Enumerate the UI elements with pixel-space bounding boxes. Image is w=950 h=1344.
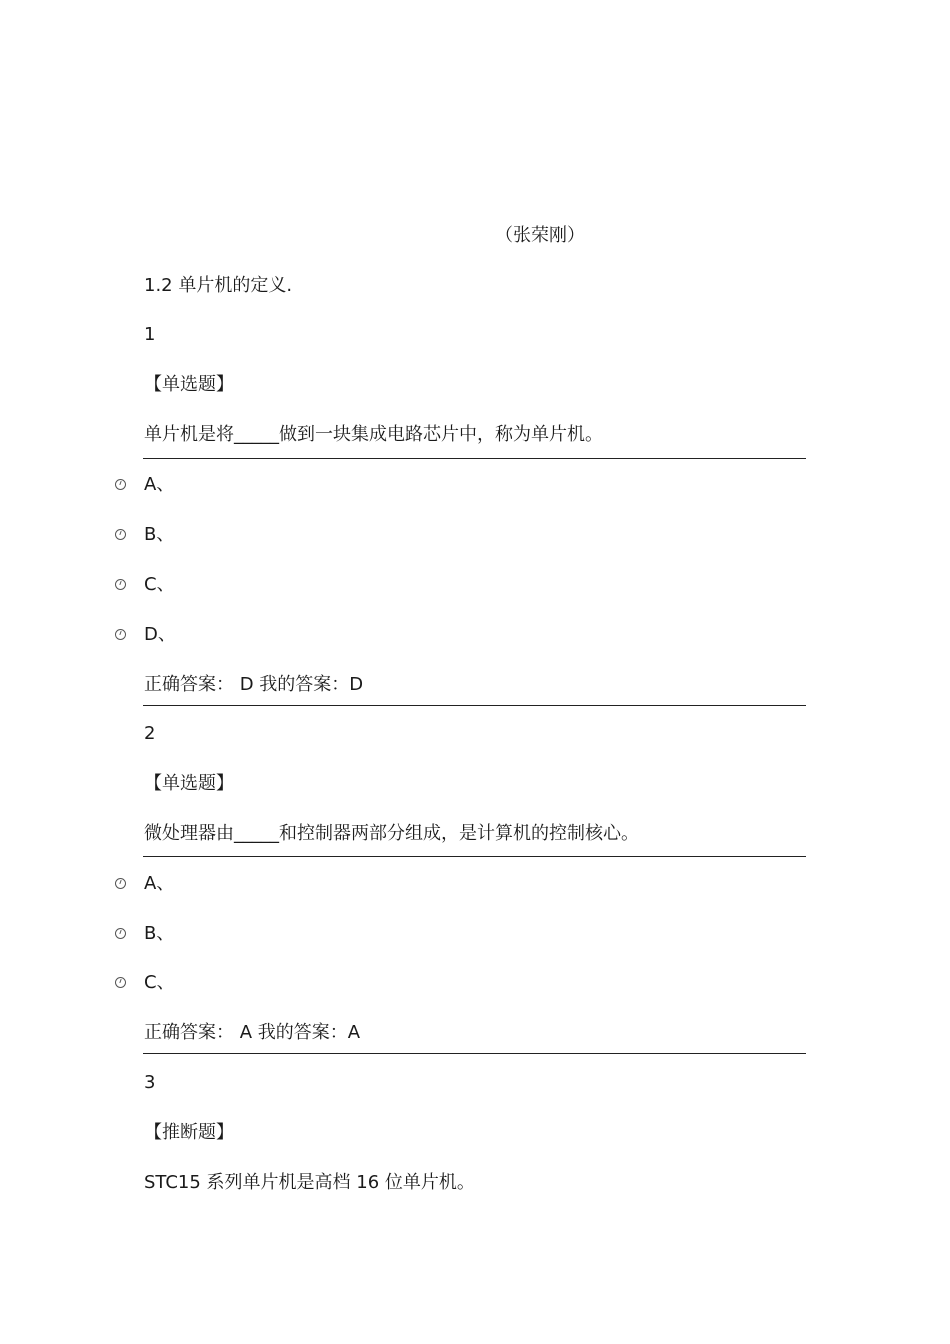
divider bbox=[143, 1053, 806, 1054]
question-1-text: 单片机是将_____做到一块集成电路芯片中，称为单片机。 bbox=[144, 424, 603, 445]
question-2-option-b[interactable]: B、 bbox=[144, 923, 175, 944]
question-2-answer: 正确答案： A 我的答案：A bbox=[144, 1022, 361, 1043]
question-2-number: 2 bbox=[144, 723, 156, 744]
question-1-answer: 正确答案： D 我的答案：D bbox=[144, 674, 364, 695]
question-1-option-d[interactable]: D、 bbox=[144, 624, 176, 645]
question-1-number: 1 bbox=[144, 324, 156, 345]
author-name: （张荣刚） bbox=[495, 225, 585, 246]
question-1-option-b[interactable]: B、 bbox=[144, 524, 175, 545]
question-3-number: 3 bbox=[144, 1072, 156, 1093]
divider bbox=[143, 458, 806, 459]
question-1-type: 【单选题】 bbox=[144, 374, 234, 395]
question-3-text: STC15 系列单片机是高档 16 位单片机。 bbox=[144, 1172, 475, 1193]
question-1-option-a[interactable]: A、 bbox=[144, 474, 175, 495]
question-1-option-c[interactable]: C、 bbox=[144, 574, 175, 595]
divider bbox=[143, 705, 806, 706]
radio-icon[interactable] bbox=[115, 977, 126, 988]
question-2-text: 微处理器由_____和控制器两部分组成，是计算机的控制核心。 bbox=[144, 823, 639, 844]
radio-icon[interactable] bbox=[115, 479, 126, 490]
question-3-type: 【推断题】 bbox=[144, 1122, 234, 1143]
section-title: 1.2 单片机的定义. bbox=[144, 275, 293, 296]
question-2-type: 【单选题】 bbox=[144, 773, 234, 794]
question-2-option-c[interactable]: C、 bbox=[144, 972, 175, 993]
question-2-option-a[interactable]: A、 bbox=[144, 873, 175, 894]
divider bbox=[143, 856, 806, 857]
radio-icon[interactable] bbox=[115, 928, 126, 939]
radio-icon[interactable] bbox=[115, 878, 126, 889]
radio-icon[interactable] bbox=[115, 529, 126, 540]
radio-icon[interactable] bbox=[115, 629, 126, 640]
radio-icon[interactable] bbox=[115, 579, 126, 590]
